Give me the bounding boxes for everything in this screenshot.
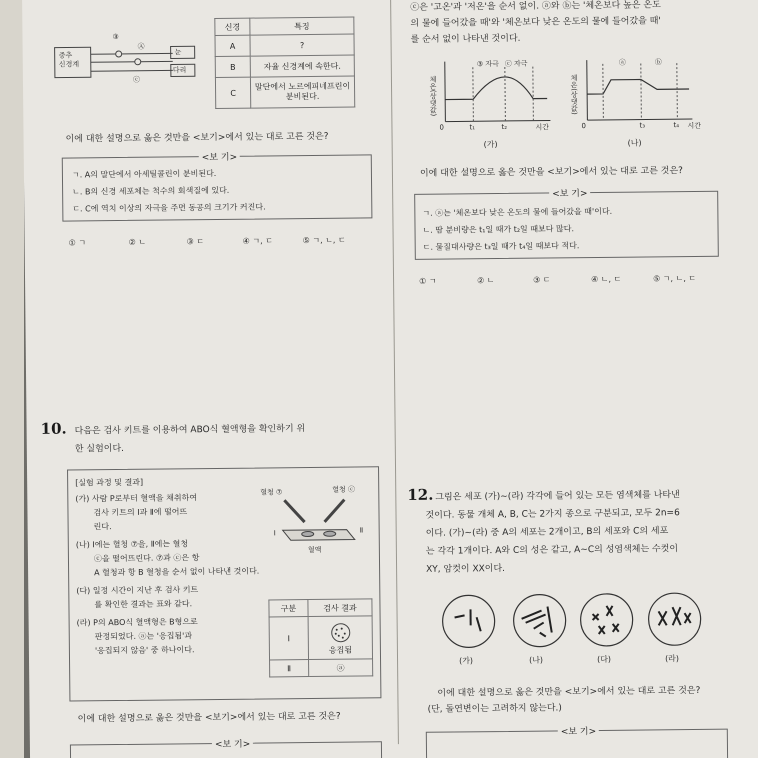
graph-caption: (나) [627,138,642,148]
step-line: (나) Ⅰ에는 혈청 ⑦을, Ⅱ에는 혈청 [75,539,189,550]
table-cell: 자율 신경계에 속한다. [250,55,354,77]
step-line: (다) 일정 시간이 지난 후 검사 키트 [76,585,199,596]
step-line: 린다. [93,522,112,532]
answer-choice[interactable]: ③ ㄷ [533,275,551,285]
diagram-mark: Ⓐ [137,42,145,51]
cell-ga [440,593,497,650]
axis-label: 시간 [535,123,550,132]
question-prompt: 이에 대한 설명으로 옳은 것만을 <보기>에서 있는 대로 고른 것은? [437,685,701,699]
bogi-item: ㄱ. ⓐ는 '체온보다 낮은 온도의 물에 들어갔을 때'이다. [422,206,613,218]
question-prompt: (단, 돌연변이는 고려하지 않는다.) [427,703,562,715]
cell-caption: (가) [459,656,474,666]
answer-choice[interactable]: ⑤ ㄱ, ㄴ, ㄷ [302,235,346,246]
table-cell: ⓐ [309,659,373,677]
eye-label: 눈 [174,48,182,57]
agglutination-dots [329,623,351,643]
nerve-feature-table [214,17,355,109]
question-stem: 다음은 검사 키트를 이용하여 ABO식 혈액형을 확인하기 위 [74,424,306,437]
cns-label: 중추 신경계 [58,51,80,69]
question-stem: 한 실험이다. [74,443,125,455]
cell-da [578,592,635,649]
question-stem: 는 각각 1개이다. A와 C의 성은 같고, A~C의 성염색체는 수컷이 [425,544,679,557]
serum-label: 혈청 ⑦ [260,488,283,497]
answer-choice[interactable]: ② ㄴ [128,237,147,247]
question-number: 12. [407,485,434,504]
diagram-mark: ⓒ [132,75,140,84]
stimulus-mark: ⓒ 자극 [504,59,528,68]
serum-label: 혈청 ⓒ [332,485,356,494]
bogi-item: ㄱ. A의 말단에서 아세틸콜린이 분비된다. [71,168,217,180]
question-stem: 이다. (가)~(라) 중 A의 세포는 2개이고, B의 세포와 C의 세포 [425,526,669,539]
table-cell: Ⅱ [270,660,309,677]
question-number: 10. [40,419,67,438]
table-header: 신경 [215,18,250,35]
context-line: ⓒ은 '고온'과 '저온'을 순서 없이. ⓐ와 ⓑ는 '체온보다 높은 온도 [410,0,661,13]
well-label: Ⅱ [359,526,364,535]
axis-tick: t₄ [673,121,680,130]
cell-ra [646,591,703,648]
question-stem: 그림은 세포 (가)~(라) 각각에 들어 있는 모든 염색체를 나타낸 [435,490,680,503]
graph-na [577,57,698,131]
cell-na [511,592,568,649]
axis-label: 체온(상댓값) [569,74,579,115]
bogi-title: <보 기> [212,737,253,750]
question-stem: XY, 암컷이 XX이다. [426,563,506,575]
step-line: 판정되었다. ⓐ는 '응집됨'과 [94,631,193,642]
previous-page-edge [0,0,24,758]
leg-label: 다리 [172,66,187,75]
exam-sheet [22,0,758,758]
bogi-title: <보 기> [199,150,240,163]
step-line: '응집되지 않음' 중 하나이다. [94,645,195,656]
step-line: (라) P의 ABO식 혈액형은 B형으로 [76,617,198,628]
question-prompt: 이에 대한 설명으로 옳은 것만을 <보기>에서 있는 대로 고른 것은? [419,166,683,179]
context-line: 를 순서 없이 나타낸 것이다. [410,33,521,45]
answer-choice[interactable]: ② ㄴ [477,276,495,286]
graph-ga [435,58,556,132]
table-header: 검사 결과 [308,599,372,617]
bogi-item: ㄴ. 땀 분비량은 t₁일 때가 t₂일 때보다 많다. [422,224,575,235]
table-header: 구분 [269,600,308,617]
axis-label: 시간 [687,121,702,131]
graph-caption: (가) [483,140,498,150]
answer-choice[interactable]: ⑤ ㄱ, ㄴ, ㄷ [653,273,697,284]
table-cell: A [215,35,250,56]
step-line: A 혈청과 항 B 혈청을 순서 없이 나타낸 것이다. [94,566,260,578]
axis-label: 체온(상댓값) [428,75,438,117]
cell-caption: (다) [596,654,612,665]
table-cell: C [215,77,250,108]
bogi-item: ㄷ. 물질대사량은 t₃일 때가 t₄일 때보다 적다. [422,241,580,252]
test-kit-illustration [262,491,363,552]
bogi-item: ㄷ. C에 역치 이상의 자극을 주면 동공의 크기가 커진다. [72,202,266,214]
diagram-mark: ③ [112,32,119,42]
step-line: ⓒ을 떨어뜨린다. ⑦과 ⓒ은 항 [93,553,200,564]
experiment-title: [실험 과정 및 결과] [75,477,144,488]
table-cell: 말단에서 노르에피네프린이 분비된다. [250,76,354,108]
context-line: 의 물에 들어갔을 때'와 '체온보다 낮은 온도의 물에 들어갔을 때' [410,16,661,29]
step-line: 를 확인한 결과는 표와 같다. [94,599,193,610]
cell-caption: (라) [664,654,680,664]
result-table [268,598,373,677]
period-mark: ⓐ [618,58,626,67]
cell-caption: (나) [528,655,544,665]
step-line: 검사 키트의 Ⅰ과 Ⅱ에 떨어뜨 [93,507,188,518]
question-prompt: 이에 대한 설명으로 옳은 것만을 <보기>에서 있는 대로 고른 것은? [65,131,329,145]
table-header: 특징 [250,17,354,35]
axis-tick: t₃ [639,121,646,130]
table-cell: B [215,56,250,77]
answer-choice[interactable]: ④ ㄴ, ㄷ [591,274,622,285]
table-cell: ? [250,34,354,56]
question-prompt: 이에 대한 설명으로 옳은 것만을 <보기>에서 있는 대로 고른 것은? [77,711,341,725]
stimulus-mark: ③ 자극 [476,60,499,69]
axis-tick: t₂ [501,122,508,131]
bogi-title: <보 기> [549,186,590,199]
axis-tick: 0 [439,123,444,132]
answer-choice[interactable]: ③ ㄷ [186,237,205,247]
axis-tick: t₁ [469,123,476,132]
period-mark: ⓑ [654,58,662,67]
column-divider [390,0,399,744]
bogi-title: <보 기> [558,724,599,737]
answer-choice[interactable]: ① ㄱ [419,276,437,286]
table-cell: 응집됨 [328,645,353,655]
bogi-item: ㄴ. B의 신경 세포체는 척수의 회색질에 있다. [72,185,230,197]
answer-choice[interactable]: ④ ㄱ, ㄷ [242,236,273,246]
table-cell: Ⅰ [269,617,308,660]
axis-tick: 0 [581,122,586,131]
step-line: (가) 사람 P로부터 혈액을 채취하여 [75,493,198,504]
answer-choice[interactable]: ① ㄱ [68,238,87,248]
well-label: Ⅰ [273,529,276,538]
blood-label: 혈액 [307,545,322,555]
question-stem: 것이다. 동물 개체 A, B, C는 2가지 종으로 구분되고, 모두 2n=6 [425,508,680,521]
